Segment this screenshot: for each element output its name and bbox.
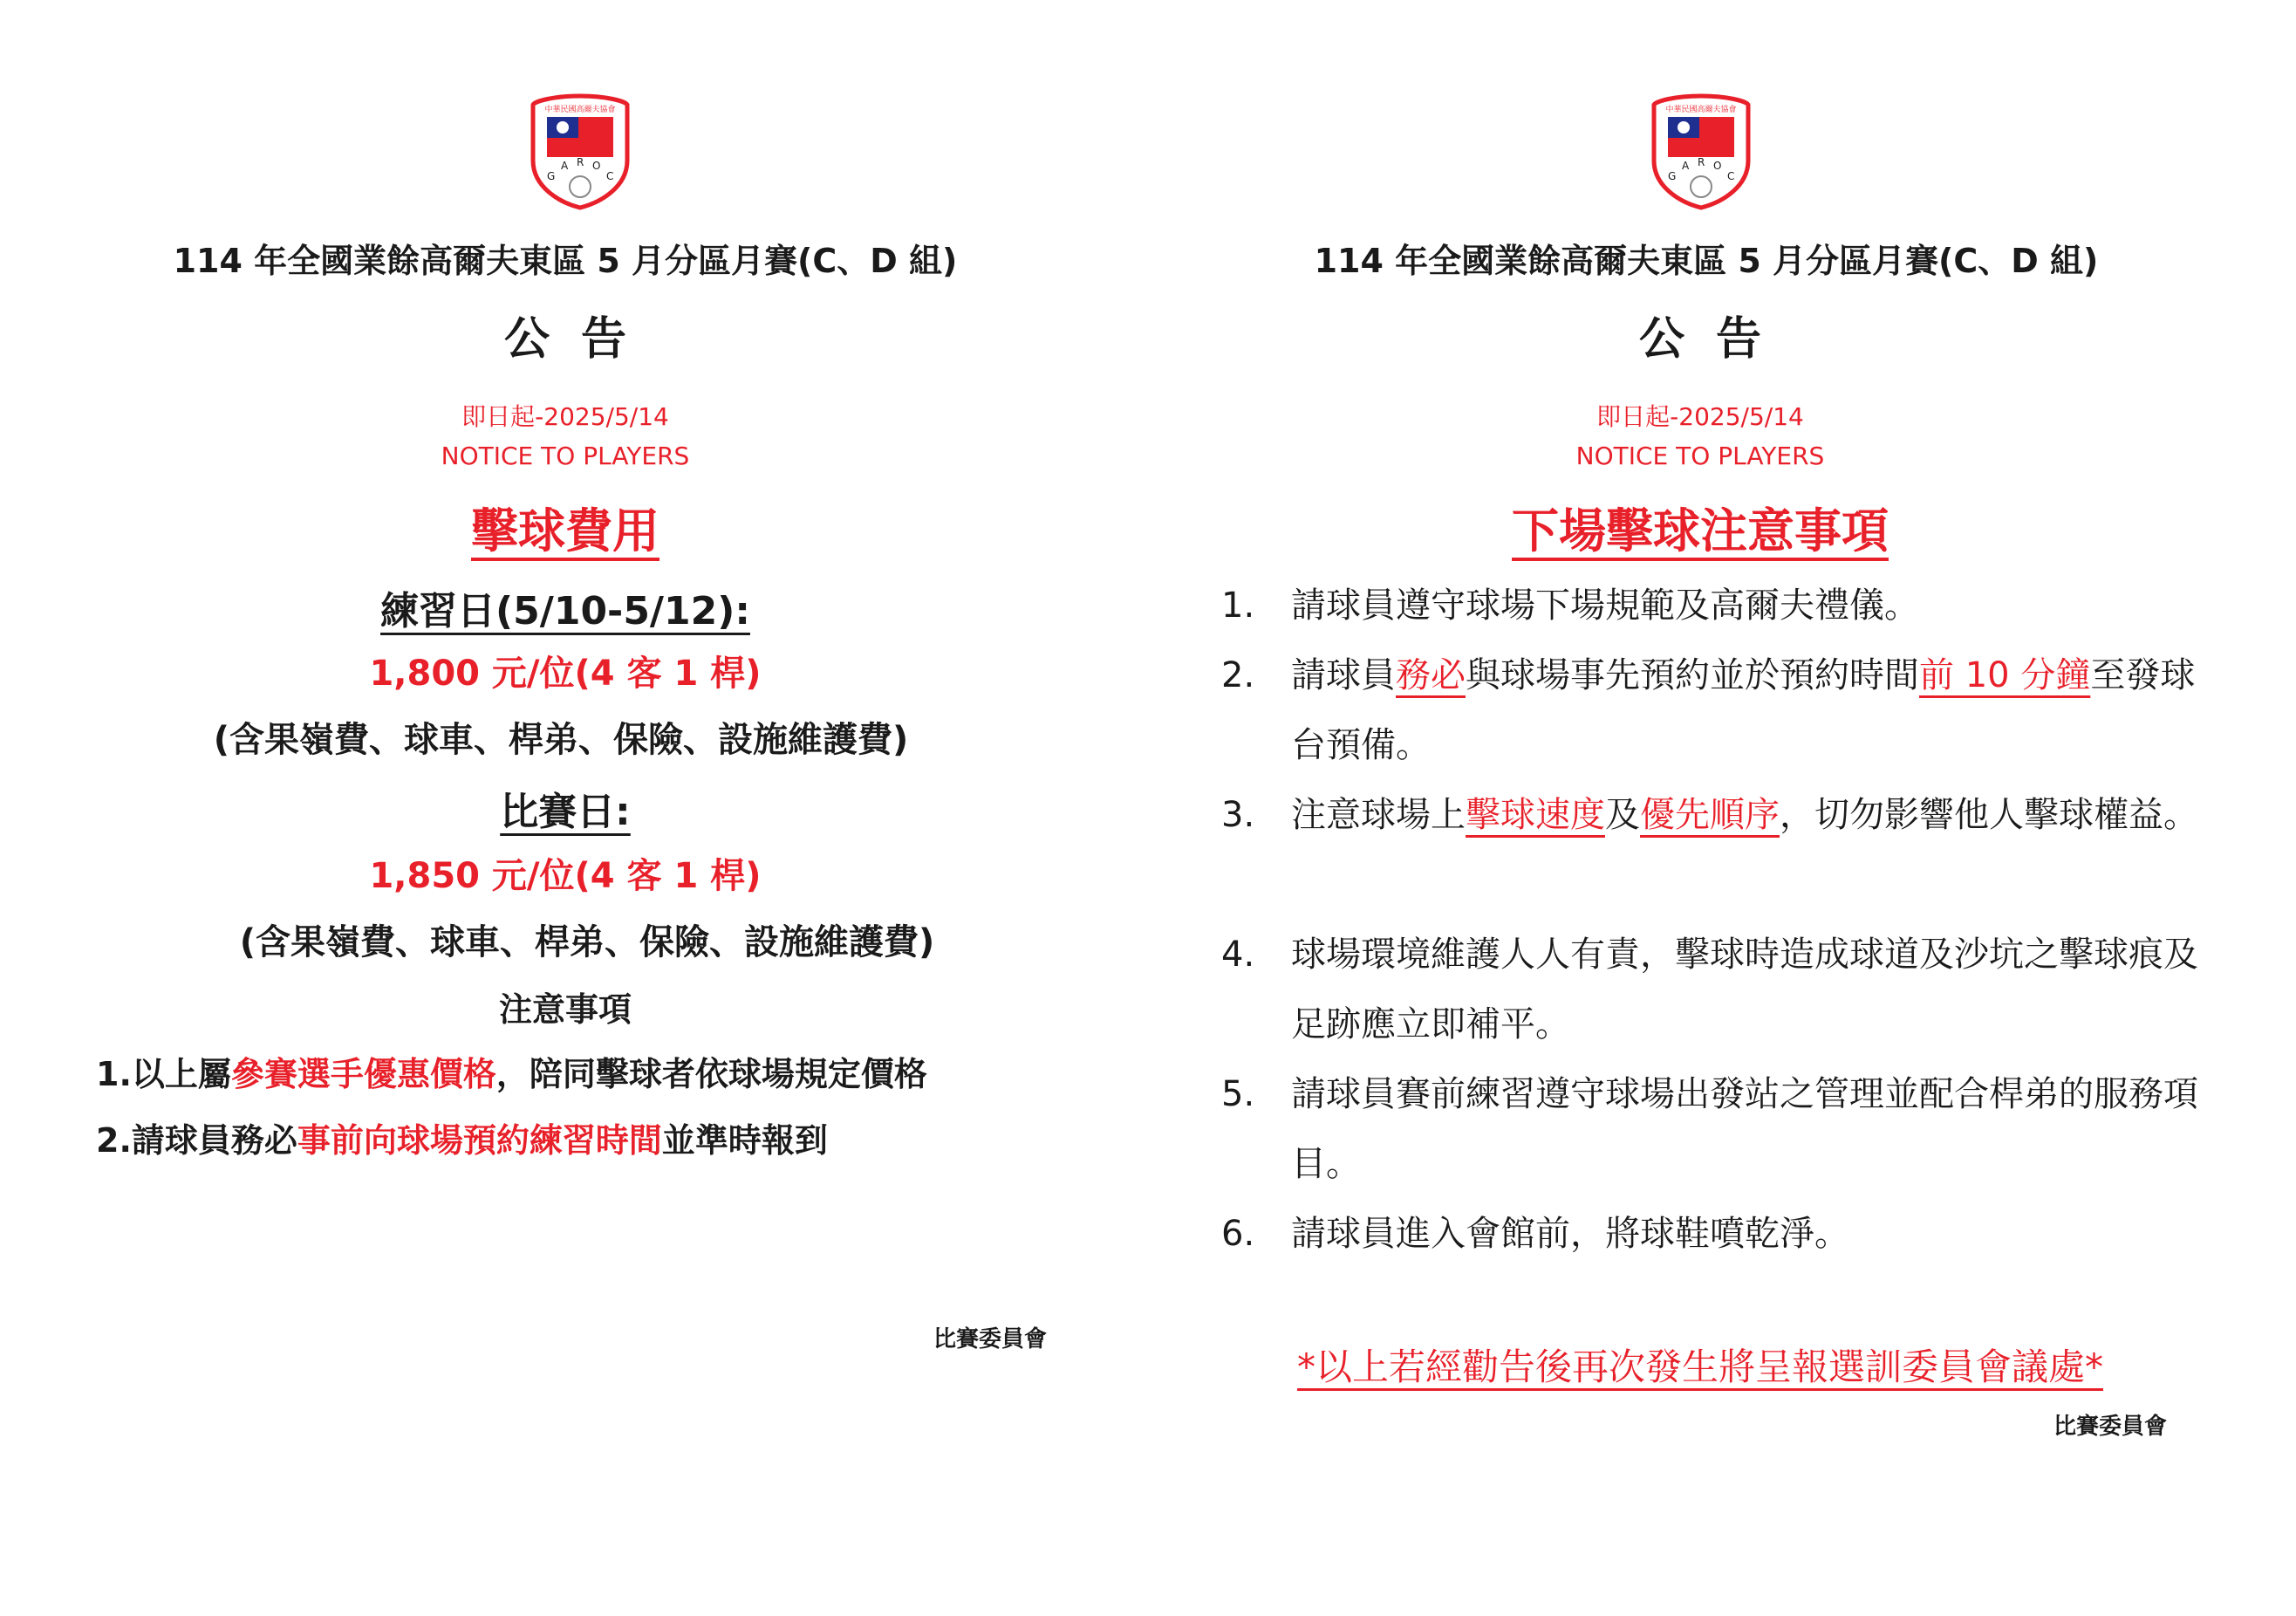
svg-text:C: C: [606, 170, 614, 182]
right-notice-panel: [1148, 0, 2296, 1616]
garoc-logo: [528, 92, 632, 211]
committee-signature: 比賽委員會: [2053, 1414, 2168, 1440]
practice-day-label: 練習日(5/10-5/12):: [380, 589, 750, 633]
notes-heading: 注意事項: [498, 990, 632, 1029]
garoc-logo: [1649, 92, 1753, 211]
svg-text:A: A: [1682, 160, 1690, 172]
svg-text:R: R: [577, 156, 584, 168]
svg-text:G: G: [547, 170, 556, 182]
rules-list: 1. 請球員遵守球場下場規範及高爾夫禮儀。 2. 請球員務必與球場事先預約並於預約時間前 10 分鐘至發球台預備。 3. 注意球場上擊球速度及優先順序，切勿影響他人擊球權益。 4. 球場環境維護人人有責，擊球時造成球道及沙坑之擊球痕及足跡應立即補平。 5. 請球員賽前練習遵守球場出發站之管理並配合桿弟的服務項目。 6. 請球員進入會館前，將球鞋噴乾淨。: [1221, 585, 2198, 1254]
page-title: 114 年全國業餘高爾夫東區 5 月分區月賽(C、D 組): [173, 242, 958, 280]
warning-line: *以上若經勸告後再次發生將呈報選訓委員會議處*: [1296, 1346, 2103, 1388]
committee-signature: 比賽委員會: [933, 1326, 1048, 1352]
logo-arc-text: 中華民國高爾夫協會: [1665, 106, 1737, 114]
page-title: 114 年全國業餘高爾夫東區 5 月分區月賽(C、D 組): [1314, 242, 2099, 280]
practice-day-price: 1,800 元/位(4 客 1 桿): [369, 654, 762, 694]
svg-text:C: C: [1727, 170, 1735, 182]
note-item-2: 2.請球員務必事前向球場預約練習時間並準時報到: [96, 1121, 828, 1160]
practice-day-note: (含果嶺費、球車、桿弟、保險、設施維護費): [213, 720, 909, 760]
match-day-label: 比賽日:: [500, 790, 631, 834]
notice-heading: 公告: [503, 313, 658, 366]
logo-arc-text: 中華民國高爾夫協會: [544, 106, 616, 114]
match-day-price: 1,850 元/位(4 客 1 桿): [369, 856, 762, 896]
notice-heading: 公告: [1638, 313, 1793, 366]
svg-text:R: R: [1698, 156, 1705, 168]
date-line: 即日起-2025/5/14: [461, 402, 669, 431]
notice-en: NOTICE TO PLAYERS: [441, 442, 690, 470]
svg-text:G: G: [1668, 170, 1677, 182]
section-heading: 擊球費用: [471, 503, 659, 558]
section-heading: 下場擊球注意事項: [1512, 503, 1889, 558]
svg-text:O: O: [592, 160, 601, 172]
svg-text:O: O: [1713, 160, 1722, 172]
note-item-1: 1.以上屬參賽選手優惠價格，陪同擊球者依球場規定價格: [96, 1055, 927, 1093]
notice-en: NOTICE TO PLAYERS: [1575, 442, 1825, 470]
svg-text:A: A: [561, 160, 569, 172]
date-line: 即日起-2025/5/14: [1596, 402, 1804, 431]
match-day-note: (含果嶺費、球車、桿弟、保險、設施維護費): [239, 922, 935, 962]
